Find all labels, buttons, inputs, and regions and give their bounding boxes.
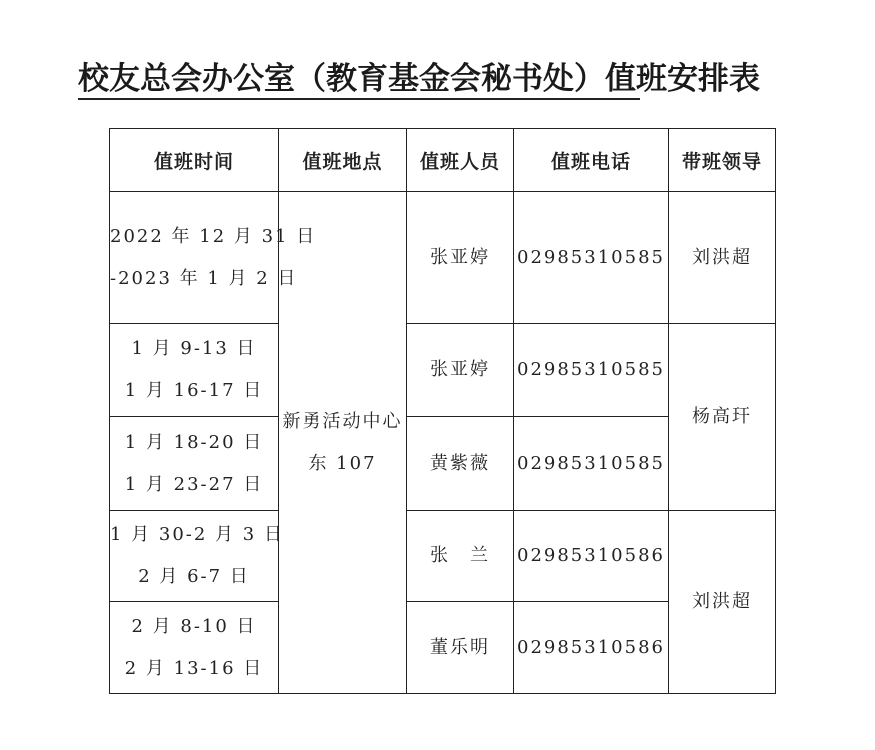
- shift-leader-cell: 刘洪超: [669, 511, 776, 694]
- header-duty-time: 值班时间: [110, 129, 279, 192]
- location-line: 东 107: [308, 452, 377, 474]
- table-row: [110, 192, 776, 324]
- duty-time-line: 1 月 23-27 日: [124, 473, 264, 495]
- duty-person-cell: 张亚婷: [407, 324, 514, 417]
- shift-leader-cell: 刘洪超: [669, 192, 776, 324]
- title-underline: [78, 98, 640, 100]
- header-duty-phone: 值班电话: [514, 129, 669, 192]
- duty-person-cell: 张 兰: [407, 511, 514, 602]
- duty-time-line: 2 月 13-16 日: [124, 657, 264, 679]
- duty-time-cell: [110, 602, 279, 694]
- duty-person-cell: 黄紫薇: [407, 417, 514, 511]
- table-row: [110, 511, 776, 602]
- duty-time-line: 2 月 8-10 日: [131, 615, 257, 637]
- table-header-row: [110, 129, 776, 192]
- page-title: 校友总会办公室（教育基金会秘书处）值班安排表: [78, 61, 760, 97]
- duty-time-line: 1 月 9-13 日: [131, 338, 257, 359]
- duty-time-line: 1 月 16-17 日: [124, 380, 264, 401]
- duty-person-cell: 张亚婷: [407, 192, 514, 324]
- duty-time-cell: [110, 192, 317, 324]
- duty-time-line: 1 月 18-20 日: [124, 431, 264, 453]
- duty-time-cell: [110, 511, 284, 602]
- duty-time-line: 2022 年 12 月 31 日: [110, 225, 317, 247]
- duty-time-cell: [110, 417, 279, 511]
- duty-time-line: -2023 年 1 月 2 日: [110, 267, 298, 289]
- duty-phone-cell: 02985310586: [514, 511, 669, 602]
- location-line: 新勇活动中心: [282, 410, 403, 432]
- duty-time-line: 2 月 6-7 日: [138, 566, 250, 587]
- duty-phone-cell: 02985310585: [514, 192, 669, 324]
- duty-phone-cell: 02985310586: [514, 602, 669, 694]
- duty-phone-cell: 02985310585: [514, 417, 669, 511]
- duty-time-cell: [110, 324, 279, 417]
- header-shift-leader: 带班领导: [669, 129, 776, 192]
- duty-phone-cell: 02985310585: [514, 324, 669, 417]
- shift-leader-cell: 杨高玕: [669, 324, 776, 511]
- header-duty-location: 值班地点: [279, 129, 407, 192]
- header-duty-person: 值班人员: [407, 129, 514, 192]
- duty-time-line: 1 月 30-2 月 3 日: [110, 524, 284, 545]
- duty-location-cell: [279, 192, 407, 694]
- table-row: [110, 324, 776, 417]
- duty-person-cell: 董乐明: [407, 602, 514, 694]
- duty-roster-table: [109, 128, 776, 694]
